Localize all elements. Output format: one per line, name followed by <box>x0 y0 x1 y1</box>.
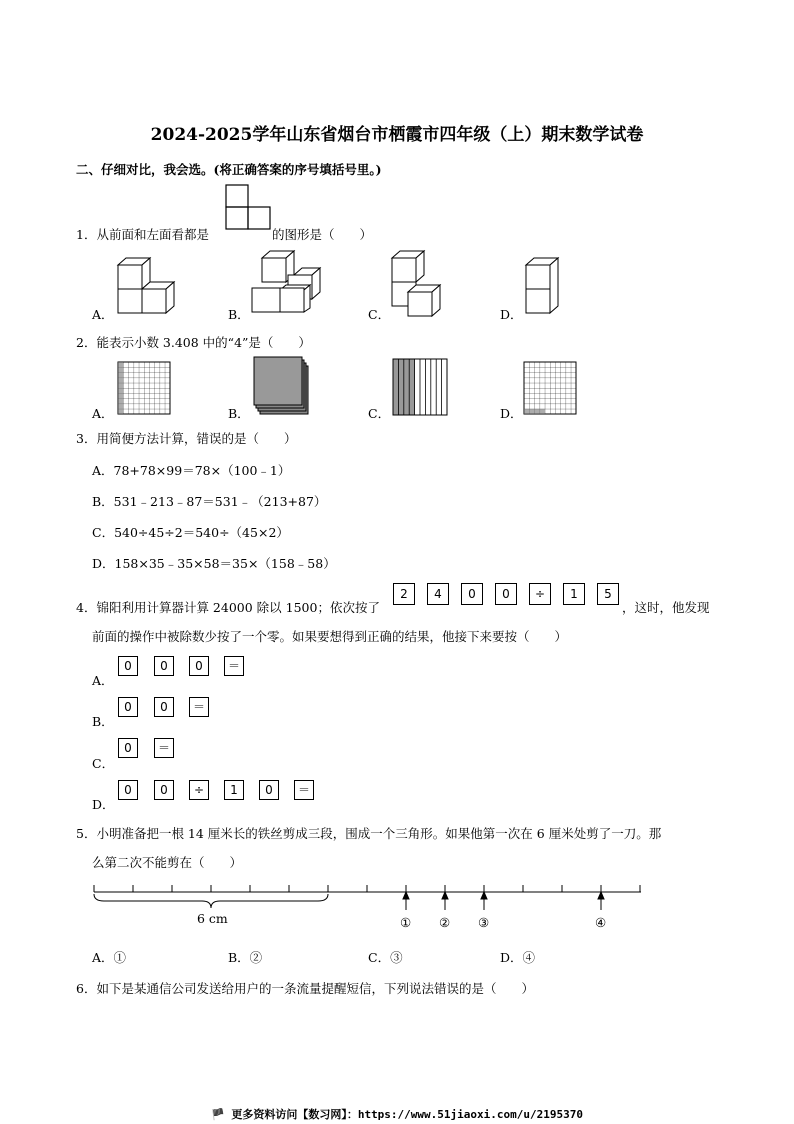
ruler-marker-2: ② <box>439 915 451 930</box>
q2-option-c-label: C． <box>368 406 391 421</box>
q1-cube-figure-a <box>116 255 180 319</box>
q3-option-c: C．540÷45÷2＝540÷（45×2） <box>92 525 289 540</box>
footer-link[interactable]: 🏴 更多资料访问【数习网】：https://www.51jiaoxi.com/u/2195370 <box>211 1108 583 1121</box>
q5-option-d: D．④ <box>500 950 536 965</box>
calculator-key: 0 <box>461 583 483 605</box>
page-title: 2024-2025学年山东省烟台市栖霞市四年级（上）期末数学试卷 <box>150 125 644 145</box>
q1-cube-figure-d <box>524 255 572 319</box>
q6-stem: 6．如下是某通信公司发送给用户的一条流量提醒短信，下列说法错误的是（ ） <box>76 981 534 996</box>
calculator-key: 0 <box>189 656 209 676</box>
q2-squares-figure-b <box>252 356 312 418</box>
calculator-key: 2 <box>393 583 415 605</box>
calculator-key: 1 <box>563 583 585 605</box>
section-heading: 二、仔细对比，我会选。(将正确答案的序号填括号里。) <box>76 162 382 177</box>
q4-option-a-label: A． <box>92 673 114 688</box>
q1-cube-figure-b <box>250 250 322 314</box>
q3-option-a: A．78+78×99＝78×（100﹣1） <box>92 463 291 478</box>
calculator-key: 4 <box>427 583 449 605</box>
q3-option-d: D．158×35﹣35×58＝35×（158﹣58） <box>92 556 336 571</box>
q1-option-d-label: D． <box>500 307 523 322</box>
q3-stem: 3．用简便方法计算，错误的是（ ） <box>76 431 297 446</box>
q2-strips-figure-c <box>392 358 448 416</box>
q5-option-c: C．③ <box>368 950 403 965</box>
ruler-length-label: 6 cm <box>197 911 228 926</box>
calculator-key: 0 <box>118 738 138 758</box>
ruler-marker-4: ④ <box>595 915 607 930</box>
q1-cube-figure-c <box>388 250 452 318</box>
calculator-key: 0 <box>118 697 138 717</box>
q2-option-d-label: D． <box>500 406 523 421</box>
q1-stem-before: 1．从前面和左面看都是 <box>76 227 209 242</box>
calculator-key: ＝ <box>189 697 209 717</box>
q4-stem-line1-after: ，这时，他发现 <box>622 600 710 615</box>
q2-grid-figure-a <box>118 362 170 414</box>
ruler-marker-1: ① <box>400 915 412 930</box>
calculator-key: ＝ <box>154 738 174 758</box>
calculator-key: 0 <box>118 656 138 676</box>
q5-stem-line1: 5．小明准备把一根 14 厘米长的铁丝剪成三段，围成一个三角形。如果他第一次在 6 厘米处剪了一刀。那 <box>76 826 662 841</box>
q2-stem: 2．能表示小数 3.408 中的“4”是（ ） <box>76 335 311 350</box>
ruler-marker-3: ③ <box>478 915 490 930</box>
calculator-key: ÷ <box>189 780 209 800</box>
calculator-key: 0 <box>154 780 174 800</box>
q4-option-d-label: D． <box>92 797 115 812</box>
ruler-diagram <box>90 880 650 932</box>
calculator-key: ÷ <box>529 583 551 605</box>
q1-option-c-label: C． <box>368 307 391 322</box>
calculator-key: ＝ <box>294 780 314 800</box>
q2-grid-figure-d <box>524 362 576 414</box>
q2-option-b-label: B． <box>228 406 250 421</box>
calculator-key: 0 <box>118 780 138 800</box>
q1-view-figure <box>226 185 274 233</box>
q4-option-c-label: C． <box>92 756 115 771</box>
q2-option-a-label: A． <box>92 406 114 421</box>
q4-stem-line1-before: 4．锦阳利用计算器计算 24000 除以 1500；依次按了 <box>76 600 380 615</box>
q5-option-b: B．② <box>228 950 263 965</box>
calculator-key: ＝ <box>224 656 244 676</box>
q4-option-b-label: B． <box>92 714 114 729</box>
calculator-key: 0 <box>259 780 279 800</box>
q4-stem-line2: 前面的操作中被除数少按了一个零。如果要想得到正确的结果，他接下来要按（ ） <box>92 629 568 644</box>
calculator-key: 0 <box>154 656 174 676</box>
q1-stem-after: 的图形是（ ） <box>272 227 373 242</box>
calculator-key: 0 <box>154 697 174 717</box>
q1-option-a-label: A． <box>92 307 114 322</box>
q5-stem-line2: 么第二次不能剪在（ ） <box>92 855 243 870</box>
calculator-key: 5 <box>597 583 619 605</box>
calculator-key: 1 <box>224 780 244 800</box>
calculator-key: 0 <box>495 583 517 605</box>
q5-option-a: A．① <box>92 950 127 965</box>
q1-option-b-label: B． <box>228 307 250 322</box>
q3-option-b: B．531﹣213﹣87＝531﹣（213+87） <box>92 494 327 509</box>
